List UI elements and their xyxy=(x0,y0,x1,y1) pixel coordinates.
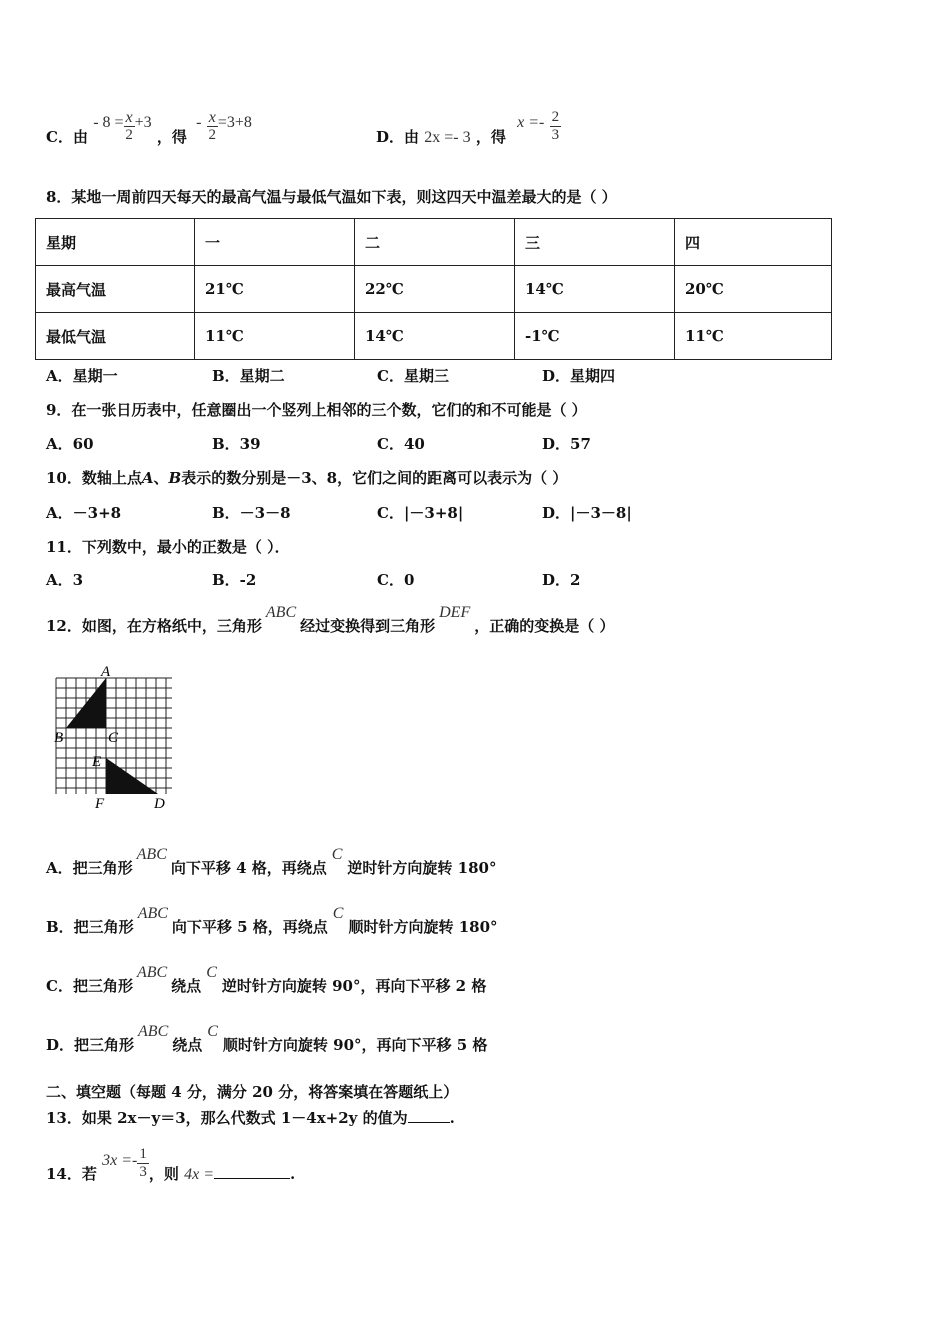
label-c: C xyxy=(108,730,119,746)
q9-option-c: C．40 xyxy=(377,435,425,453)
label-a: A xyxy=(101,664,111,680)
table-cell: 最低气温 xyxy=(36,313,195,360)
q8-option-c: C．星期三 xyxy=(377,367,449,385)
table-cell: 20℃ xyxy=(675,266,832,313)
q8-stem: 8．某地一周前四天每天的最高气温与最低气温如下表，则这四天中温差最大的是（ ） xyxy=(46,188,617,206)
q7-c-lhs: - 8 = xyxy=(93,114,124,131)
label-f: F xyxy=(95,796,105,812)
q12-grid-figure xyxy=(48,662,180,812)
table-cell: 三 xyxy=(515,219,675,266)
q7-c-frac1: $\frac{x}{2}$ xyxy=(125,108,133,143)
table-cell: 一 xyxy=(195,219,355,266)
table-row xyxy=(36,219,832,266)
q9-option-d: D．57 xyxy=(542,435,591,453)
q10-stem: 10．数轴上点A、B表示的数分别是－3、8，它们之间的距离可以表示为（ ） xyxy=(46,469,568,487)
table-cell: 最高气温 xyxy=(36,266,195,313)
table-cell: 二 xyxy=(355,219,515,266)
label-b: B xyxy=(54,730,64,746)
table-cell: 22℃ xyxy=(355,266,515,313)
q11-option-c: C．0 xyxy=(377,571,415,589)
q7-option-c: C．由 - 8 = $\frac{x}{2}$ +3 ，得 - $\frac{x}{2}$ =3+8 xyxy=(46,108,252,146)
q11-option-a: A．3 xyxy=(46,571,84,589)
q7-d-label: D．由 xyxy=(376,128,420,146)
table-cell: 四 xyxy=(675,219,832,266)
table-cell: 21℃ xyxy=(195,266,355,313)
q12-option-c: C．把三角形ABC绕点C逆时针方向旋转 90°，再向下平移 2 格 xyxy=(46,964,487,995)
q10-option-c: C．|－3+8| xyxy=(377,504,464,522)
q7-option-d: D．由 2x =- 3 ，得 x =- $\frac{2}{3}$ xyxy=(376,108,560,146)
table-cell: 星期 xyxy=(36,219,195,266)
q8-option-a: A．星期一 xyxy=(46,367,118,385)
q9-option-a: A．60 xyxy=(46,435,94,453)
q14-frac: $\frac{1}{3}$ xyxy=(139,1145,147,1180)
q11-stem: 11．下列数中，最小的正数是（ ）． xyxy=(46,538,290,556)
q9-stem: 9．在一张日历表中，任意圈出一个竖列上相邻的三个数，它们的和不可能是（ ） xyxy=(46,401,587,419)
q10-option-b: B．－3－8 xyxy=(212,504,291,522)
q12-option-d: D．把三角形ABC绕点C顺时针方向旋转 90°，再向下平移 5 格 xyxy=(46,1023,488,1054)
label-e: E xyxy=(92,754,102,770)
triangle-def xyxy=(106,758,158,794)
q7-c-frac2: $\frac{x}{2}$ xyxy=(208,108,217,143)
q13-answer-blank[interactable] xyxy=(408,1108,450,1123)
table-cell: -1℃ xyxy=(515,313,675,360)
section-2-heading: 二、填空题（每题 4 分，满分 20 分，将答案填在答题纸上） xyxy=(46,1083,459,1101)
q7-c-label: C．由 xyxy=(46,128,88,146)
temperature-table xyxy=(35,218,832,360)
label-d: D xyxy=(154,796,165,812)
q12-option-b: B．把三角形ABC向下平移 5 格，再绕点C顺时针方向旋转 180° xyxy=(46,905,498,936)
table-row xyxy=(36,266,832,313)
q13-stem: 13．如果 2x－y＝3，那么代数式 1－4x+2y 的值为 . xyxy=(46,1109,455,1127)
q11-option-b: B．-2 xyxy=(212,571,257,589)
q14-stem: 14．若 3x =- $\frac{1}{3}$ ，则 4x = . xyxy=(46,1145,296,1183)
q7-c-get: ，得 xyxy=(156,128,187,146)
q10-option-a: A．－3+8 xyxy=(46,504,122,522)
q11-option-d: D．2 xyxy=(542,571,581,589)
q7-d-frac: $\frac{2}{3}$ xyxy=(551,108,560,143)
q12-option-a: A．把三角形ABC向下平移 4 格，再绕点C逆时针方向旋转 180° xyxy=(46,846,497,877)
table-cell: 14℃ xyxy=(515,266,675,313)
table-cell: 11℃ xyxy=(675,313,832,360)
q8-option-d: D．星期四 xyxy=(542,367,616,385)
q7-d-eq: 2x =- 3 xyxy=(424,129,471,146)
q9-option-b: B．39 xyxy=(212,435,261,453)
table-cell: 14℃ xyxy=(355,313,515,360)
q10-option-d: D．|－3－8| xyxy=(542,504,632,522)
table-cell: 11℃ xyxy=(195,313,355,360)
q12-stem: 12．如图，在方格纸中，三角形ABC经过变换得到三角形DEF，正确的变换是（ ） xyxy=(46,604,615,635)
q14-answer-blank[interactable] xyxy=(214,1164,290,1179)
q8-option-b: B．星期二 xyxy=(212,367,285,385)
table-row xyxy=(36,313,832,360)
